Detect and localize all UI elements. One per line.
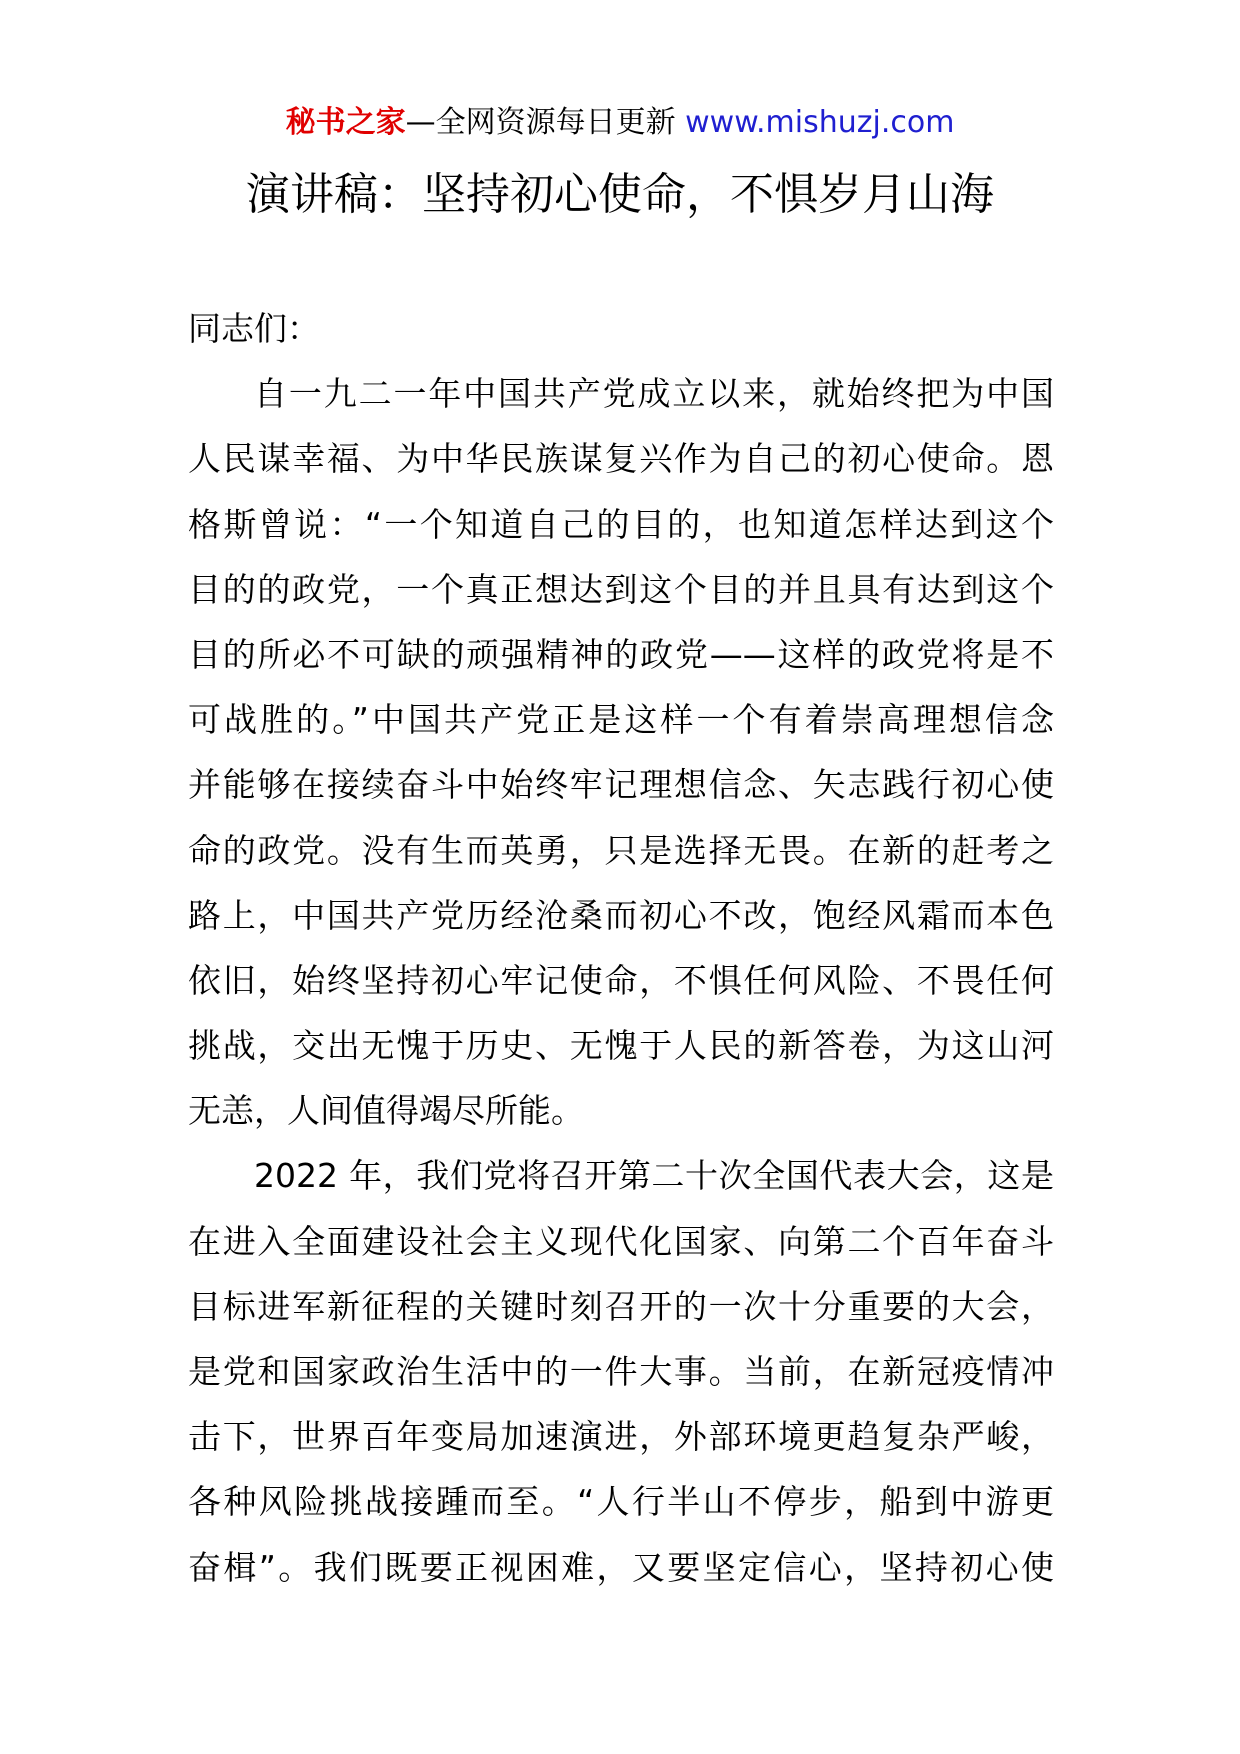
paragraph-line: 奋楫”。我们既要正视困难，又要坚定信心，坚持初心使 [188,1547,1054,1587]
paragraph-2 [188,1143,1054,1599]
document-body [188,296,1054,1600]
header-tagline: —全网资源每日更新 [405,105,686,140]
paragraph-line: 命的政党。没有生而英勇，只是选择无畏。在新的赶考之 [188,830,1054,870]
paragraph-line: 目的所必不可缺的顽强精神的政党——这样的政党将是不 [188,634,1054,674]
salutation: 同志们： [188,309,320,348]
site-url-link[interactable]: www.mishuzj.com [685,105,955,140]
brand-name: 秘书之家 [285,105,406,140]
paragraph-line: 在进入全面建设社会主义现代化国家、向第二个百年奋斗 [188,1221,1054,1261]
paragraph-line: 2022 年，我们党将召开第二十次全国代表大会，这是 [254,1156,1054,1196]
document-title: 演讲稿：坚持初心使命，不惧岁月山海 [246,169,994,220]
paragraph-line: 是党和国家政治生活中的一件大事。当前，在新冠疫情冲 [188,1352,1054,1391]
paragraph-line: 击下，世界百年变局加速演进，外部环境更趋复杂严峻， [188,1417,1054,1457]
paragraph-line: 可战胜的。”中国共产党正是这样一个有着崇高理想信念 [188,700,1054,740]
paragraph-line: 挑战，交出无愧于历史、无愧于人民的新答卷，为这山河 [188,1026,1054,1066]
paragraph-line: 路上，中国共产党历经沧桑而初心不改，饱经风霜而本色 [188,895,1054,935]
site-header [0,100,1240,146]
paragraph-line: 人民谋幸福、为中华民族谋复兴作为自己的初心使命。恩 [188,439,1054,479]
paragraph-line: 目的的政党，一个真正想达到这个目的并且具有达到这个 [188,569,1054,609]
paragraph-line: 各种风险挑战接踵而至。“人行半山不停步，船到中游更 [188,1482,1054,1522]
paragraph-line: 自一九二一年中国共产党成立以来，就始终把为中国 [254,374,1054,414]
paragraph-line: 无恙，人间值得竭尽所能。 [188,1091,584,1131]
paragraph-1 [188,361,1054,1143]
paragraph-line: 并能够在接续奋斗中始终牢记理想信念、矢志践行初心使 [188,765,1054,805]
paragraph-line: 依旧，始终坚持初心牢记使命，不惧任何风险、不畏任何 [188,960,1054,1000]
paragraph-line: 目标进军新征程的关键时刻召开的一次十分重要的大会， [188,1286,1054,1326]
paragraph-line: 格斯曾说：“一个知道自己的目的，也知道怎样达到这个 [188,504,1054,544]
